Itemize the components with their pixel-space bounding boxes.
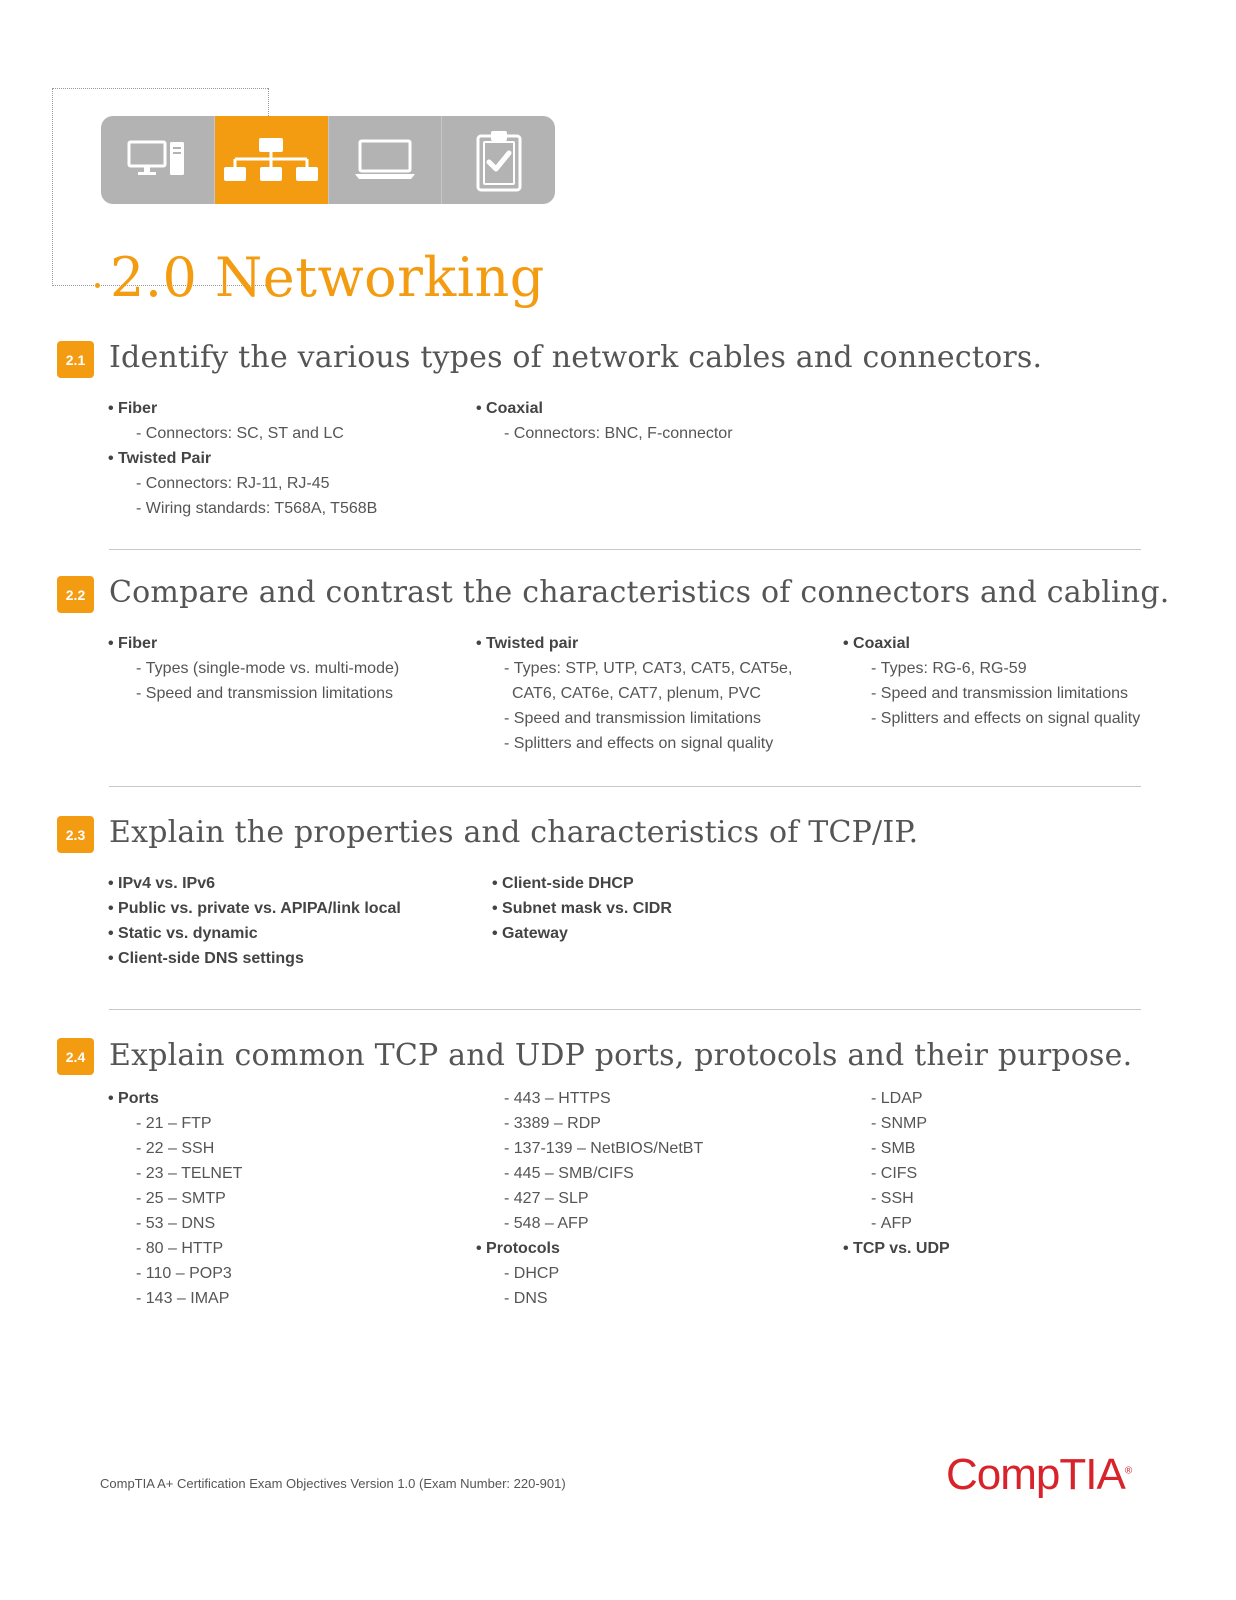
list-subitem: - SMB	[843, 1136, 950, 1161]
list-subitem-continuation: CAT6, CAT6e, CAT7, plenum, PVC	[512, 685, 761, 702]
comptia-logo	[946, 1450, 1132, 1500]
list-subitem: - Types (single-mode vs. multi-mode)	[108, 656, 399, 681]
list-subitem: - 21 – FTP	[108, 1111, 242, 1136]
list-subitem: - Splitters and effects on signal quality	[843, 706, 1140, 731]
section-number-badge: 2.1	[57, 341, 94, 378]
list-subitem: - SSH	[843, 1186, 950, 1211]
list-item: • Public vs. private vs. APIPA/link local	[108, 896, 401, 921]
list-item: • Coaxial	[476, 396, 733, 421]
list-item: • Twisted Pair	[108, 446, 377, 471]
tab-networking[interactable]	[215, 116, 329, 204]
list-subitem: - 53 – DNS	[108, 1211, 242, 1236]
list-subitem: - SNMP	[843, 1111, 950, 1136]
list-item: • Fiber	[108, 396, 377, 421]
list-item: • Client-side DNS settings	[108, 946, 401, 971]
objective-column	[476, 396, 733, 446]
list-subitem: - Connectors: RJ-11, RJ-45	[108, 471, 377, 496]
list-item: • TCP vs. UDP	[843, 1236, 950, 1261]
tab-troubleshooting[interactable]	[442, 116, 555, 204]
list-subitem: - AFP	[843, 1211, 950, 1236]
list-subitem: - 143 – IMAP	[108, 1286, 242, 1311]
list-subitem: - 110 – POP3	[108, 1261, 242, 1286]
list-subitem: - 548 – AFP	[476, 1211, 703, 1236]
list-item: • Coaxial	[843, 631, 1140, 656]
domain-tab-bar	[101, 116, 555, 204]
list-subitem: - CIFS	[843, 1161, 950, 1186]
section-number-badge: 2.2	[57, 576, 94, 613]
objective-column	[492, 871, 672, 946]
section-number-badge: 2.3	[57, 816, 94, 853]
list-item: • Client-side DHCP	[492, 871, 672, 896]
list-subitem: - DNS	[476, 1286, 703, 1311]
title-dot	[95, 283, 100, 288]
section-heading: Identify the various types of network cables and connectors.	[109, 340, 1043, 375]
list-item: • Ports	[108, 1086, 242, 1111]
list-subitem: - Splitters and effects on signal quality	[476, 731, 792, 756]
section-divider	[109, 1009, 1141, 1010]
tab-hardware[interactable]	[101, 116, 215, 204]
objective-column	[843, 631, 1140, 731]
objective-column	[108, 871, 401, 971]
list-subitem: - Speed and transmission limitations	[843, 681, 1140, 706]
section-divider	[109, 786, 1141, 787]
list-subitem: - Wiring standards: T568A, T568B	[108, 496, 377, 521]
list-item: • Twisted pair	[476, 631, 792, 656]
logo-text: CompTIA	[946, 1450, 1125, 1499]
list-item: • Static vs. dynamic	[108, 921, 401, 946]
desktop-computer-icon	[127, 140, 187, 180]
network-hierarchy-icon	[223, 137, 319, 183]
list-item: • Subnet mask vs. CIDR	[492, 896, 672, 921]
list-subitem: - Connectors: SC, ST and LC	[108, 421, 377, 446]
list-subitem: - Types: RG-6, RG-59	[843, 656, 1140, 681]
list-subitem: - Speed and transmission limitations	[476, 706, 792, 731]
section-heading: Explain common TCP and UDP ports, protocols and their purpose.	[109, 1038, 1133, 1073]
list-subitem: - 80 – HTTP	[108, 1236, 242, 1261]
section-number-badge: 2.4	[57, 1038, 94, 1075]
list-item: • IPv4 vs. IPv6	[108, 871, 401, 896]
objective-column	[108, 1086, 242, 1311]
list-subitem: - 22 – SSH	[108, 1136, 242, 1161]
objective-column	[108, 396, 377, 521]
list-subitem: - Types: STP, UTP, CAT3, CAT5, CAT5e,	[476, 656, 792, 681]
registered-mark: ®	[1124, 1465, 1133, 1477]
list-item: • Protocols	[476, 1236, 703, 1261]
section-divider	[109, 549, 1141, 550]
objective-column	[476, 631, 792, 756]
list-subitem: - DHCP	[476, 1261, 703, 1286]
objective-column	[843, 1086, 950, 1261]
tab-mobile-devices[interactable]	[329, 116, 443, 204]
list-subitem: - 3389 – RDP	[476, 1111, 703, 1136]
footer-text: CompTIA A+ Certification Exam Objectives Version 1.0 (Exam Number: 220-901)	[100, 1476, 566, 1491]
list-subitem: - 443 – HTTPS	[476, 1086, 703, 1111]
list-subitem: - 137-139 – NetBIOS/NetBT	[476, 1136, 703, 1161]
list-item: • Gateway	[492, 921, 672, 946]
list-subitem: - 445 – SMB/CIFS	[476, 1161, 703, 1186]
list-subitem: - LDAP	[843, 1086, 950, 1111]
list-subitem: - 23 – TELNET	[108, 1161, 242, 1186]
objective-column	[108, 631, 399, 706]
list-item: • Fiber	[108, 631, 399, 656]
list-subitem: - Connectors: BNC, F-connector	[476, 421, 733, 446]
clipboard-check-icon	[475, 128, 523, 192]
section-heading: Explain the properties and characteristics of TCP/IP.	[109, 815, 919, 850]
objective-column	[476, 1086, 703, 1311]
list-subitem: - 427 – SLP	[476, 1186, 703, 1211]
list-subitem: - Speed and transmission limitations	[108, 681, 399, 706]
section-heading: Compare and contrast the characteristics of connectors and cabling.	[109, 575, 1170, 610]
list-subitem: - 25 – SMTP	[108, 1186, 242, 1211]
laptop-icon	[354, 139, 416, 181]
page-title: 2.0 Networking	[110, 246, 545, 309]
